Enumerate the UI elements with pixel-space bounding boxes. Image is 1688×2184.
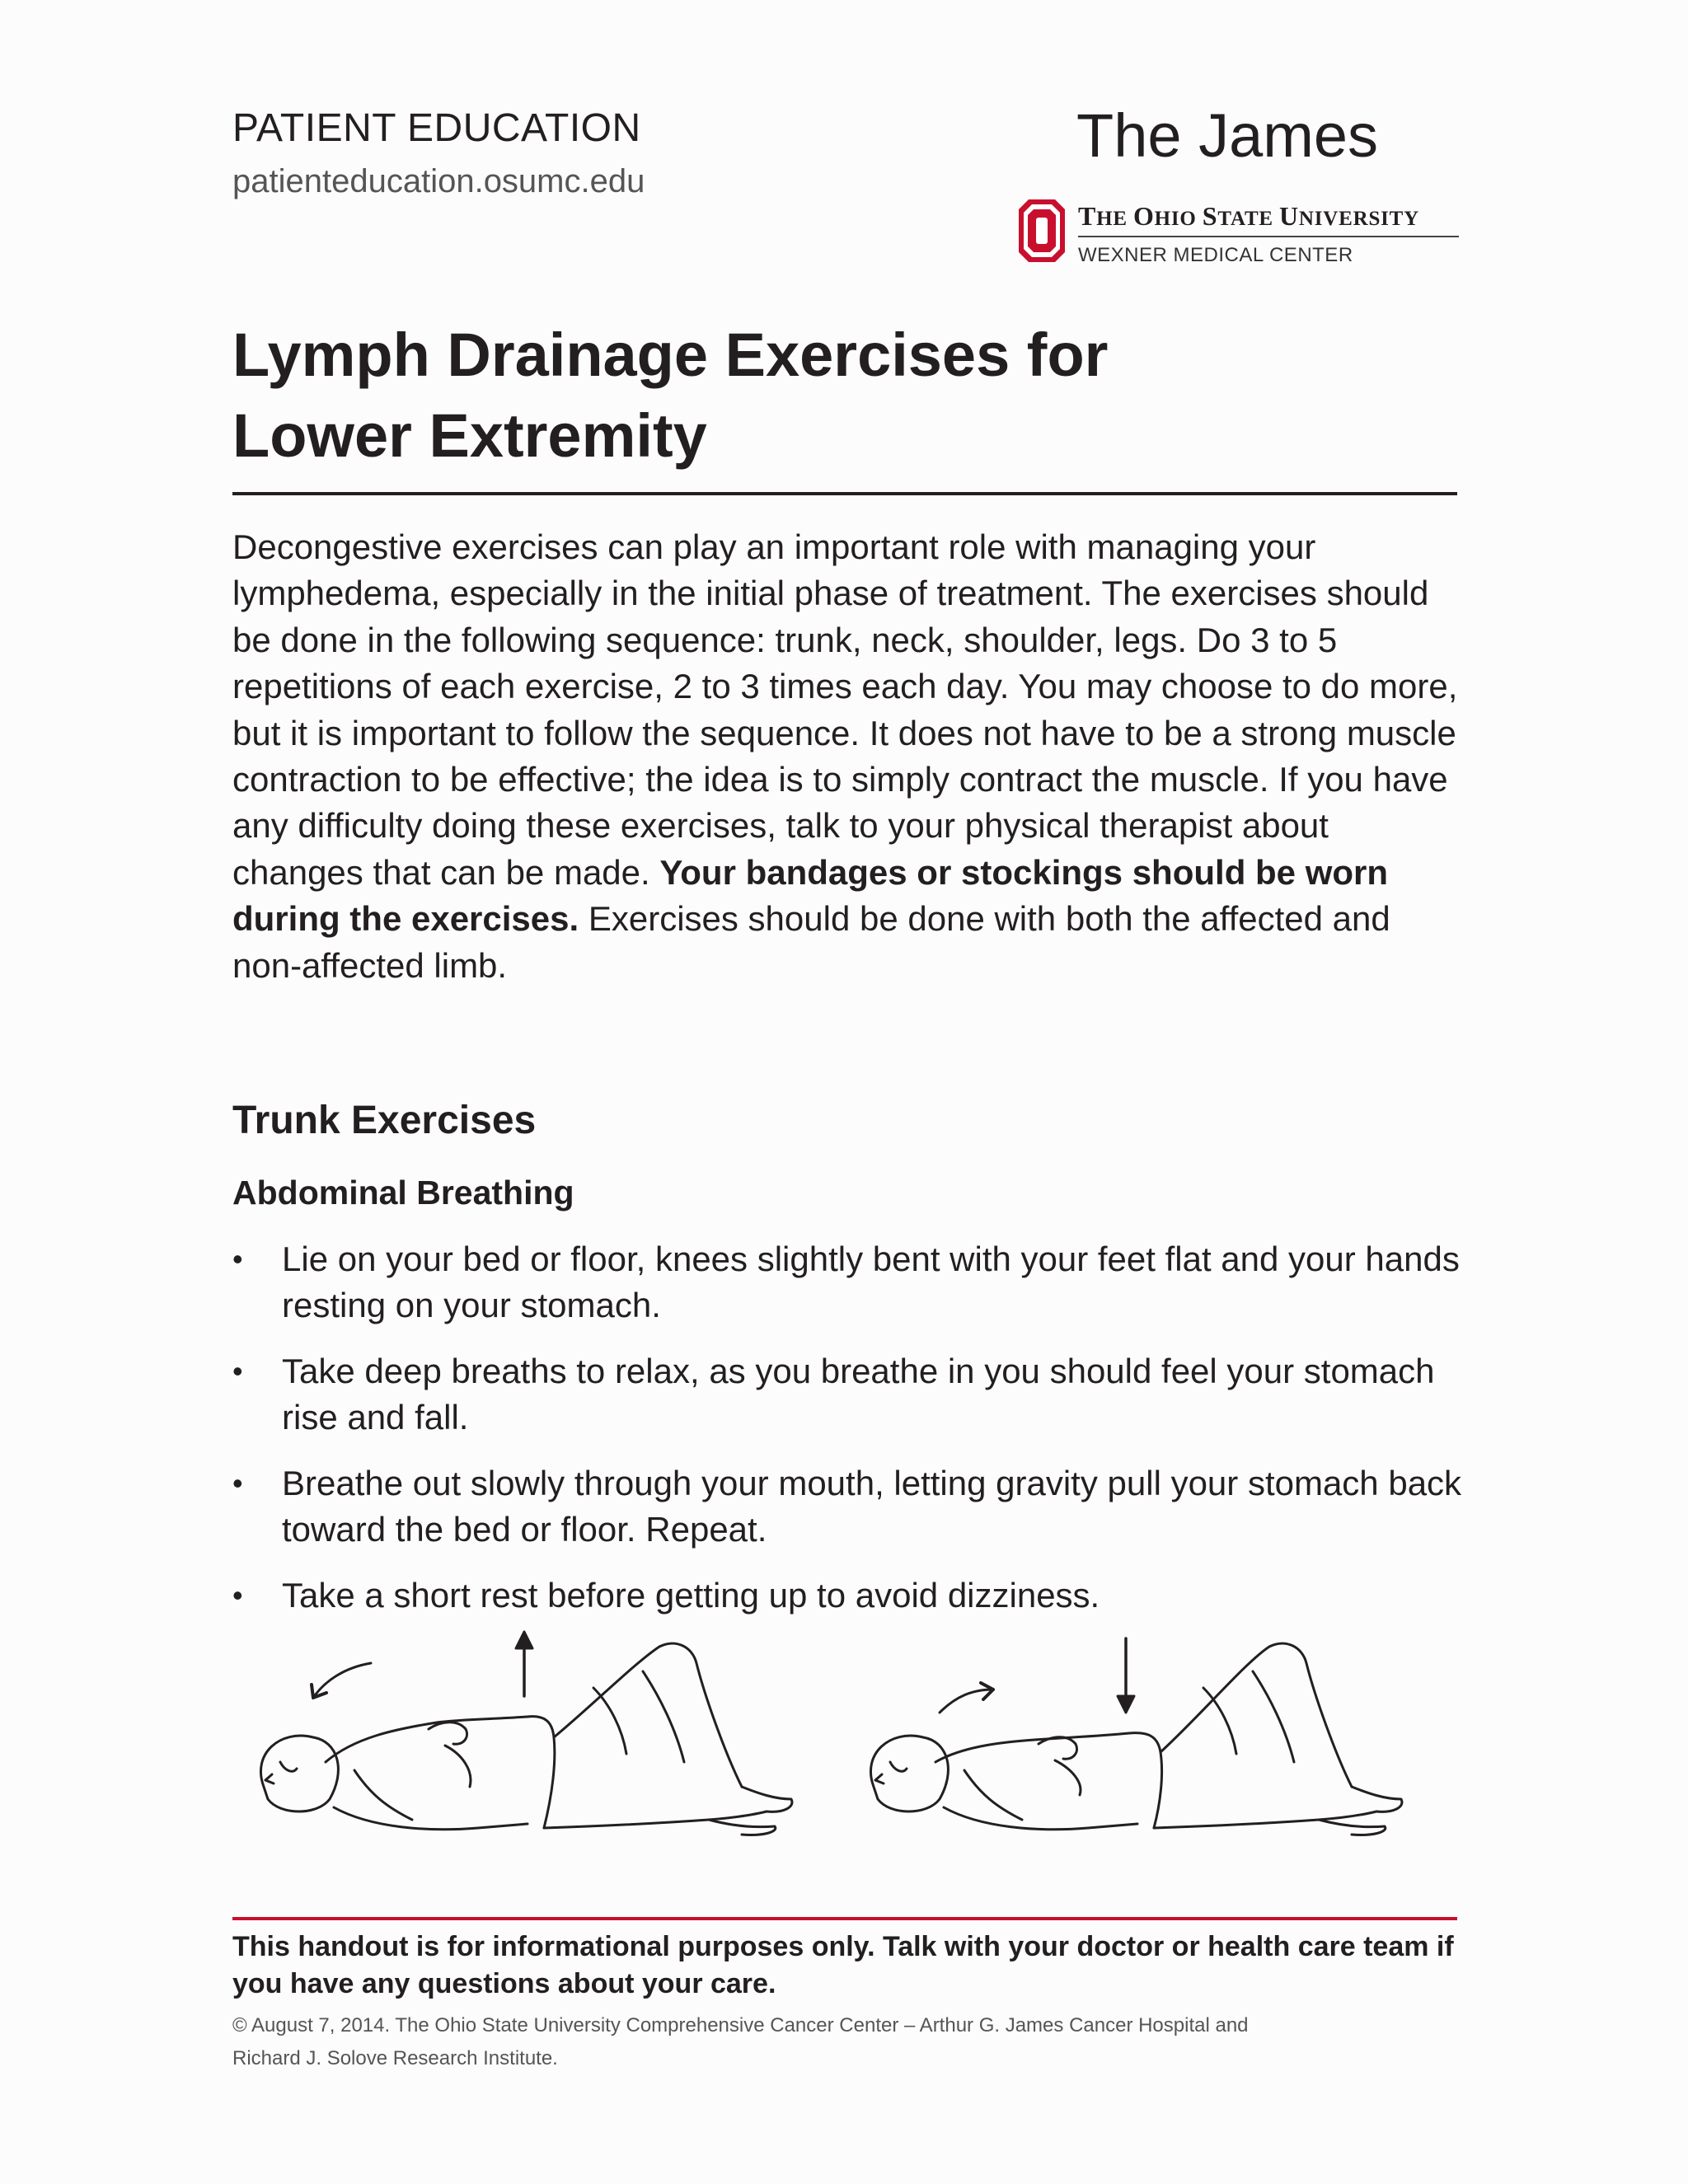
intro-paragraph: Decongestive exercises can play an important role with managing your lymphedema, especially in the initial phase of treatment. The exercises should be done in the following sequence: trunk, neck, shoulder, legs. Do 3 to 5 repetitions of each exercise, 2 to 3 times each day. You may choose to do more, but it is important to follow the sequence. It does not have to be a strong muscle contraction to be effective; the idea is to simply contract the muscle. If you have any difficulty doing these exercises, talk to your physical therapist about changes that can be made. Your bandages or stockings should be worn during the exercises. Exercises should be done with both the affected and non-affected limb. xyxy=(232,527,1458,985)
the-james-wordmark: The James xyxy=(1076,101,1379,170)
list-item: • Take deep breaths to relax, as you breathe in you should feel your stomach rise and fall. xyxy=(232,1348,1469,1441)
university-name: THE OHIO STATE UNIVERSITY xyxy=(1078,201,1420,231)
medical-center-name: WEXNER MEDICAL CENTER xyxy=(1078,244,1353,266)
list-item: • Lie on your bed or floor, knees slightly bent with your feet flat and your hands resting on your stomach. xyxy=(232,1236,1469,1329)
intro-emphasis: Your bandages or stockings should be worn during the exercises. xyxy=(232,852,1389,939)
list-item: • Breathe out slowly through your mouth, letting gravity pull your stomach back toward the bed or floor. Repeat. xyxy=(232,1460,1469,1553)
title-line-1: Lymph Drainage Exercises for xyxy=(232,321,1109,389)
breathing-out-illustration xyxy=(857,1630,1434,1886)
logo-divider xyxy=(1078,236,1459,237)
instruction-list xyxy=(232,1236,1469,1638)
copyright-text: © August 7, 2014. The Ohio State University Comprehensive Cancer Center – Arthur G. James Cancer Hospital and Richard J. Solove Research Institute. xyxy=(232,2014,1249,2069)
exercise-heading: Abdominal Breathing xyxy=(232,1174,574,1212)
header-left xyxy=(232,106,645,199)
section-heading: Trunk Exercises xyxy=(232,1099,537,1142)
title-divider xyxy=(232,492,1457,495)
website-url[interactable]: patienteducation.osumc.edu xyxy=(232,163,645,199)
disclaimer-text: This handout is for informational purposes only. Talk with your doctor or health care team if you have any questions about your care. xyxy=(232,1931,1454,1999)
list-item: • Take a short rest before getting up to avoid dizziness. xyxy=(232,1572,1469,1619)
block-o-logo-icon xyxy=(1015,196,1068,265)
page-title xyxy=(232,315,1469,476)
section-label: PATIENT EDUCATION xyxy=(232,106,641,150)
title-line-2: Lower Extremity xyxy=(232,401,707,470)
breathing-in-illustration xyxy=(247,1630,824,1886)
footer-divider xyxy=(232,1917,1457,1920)
